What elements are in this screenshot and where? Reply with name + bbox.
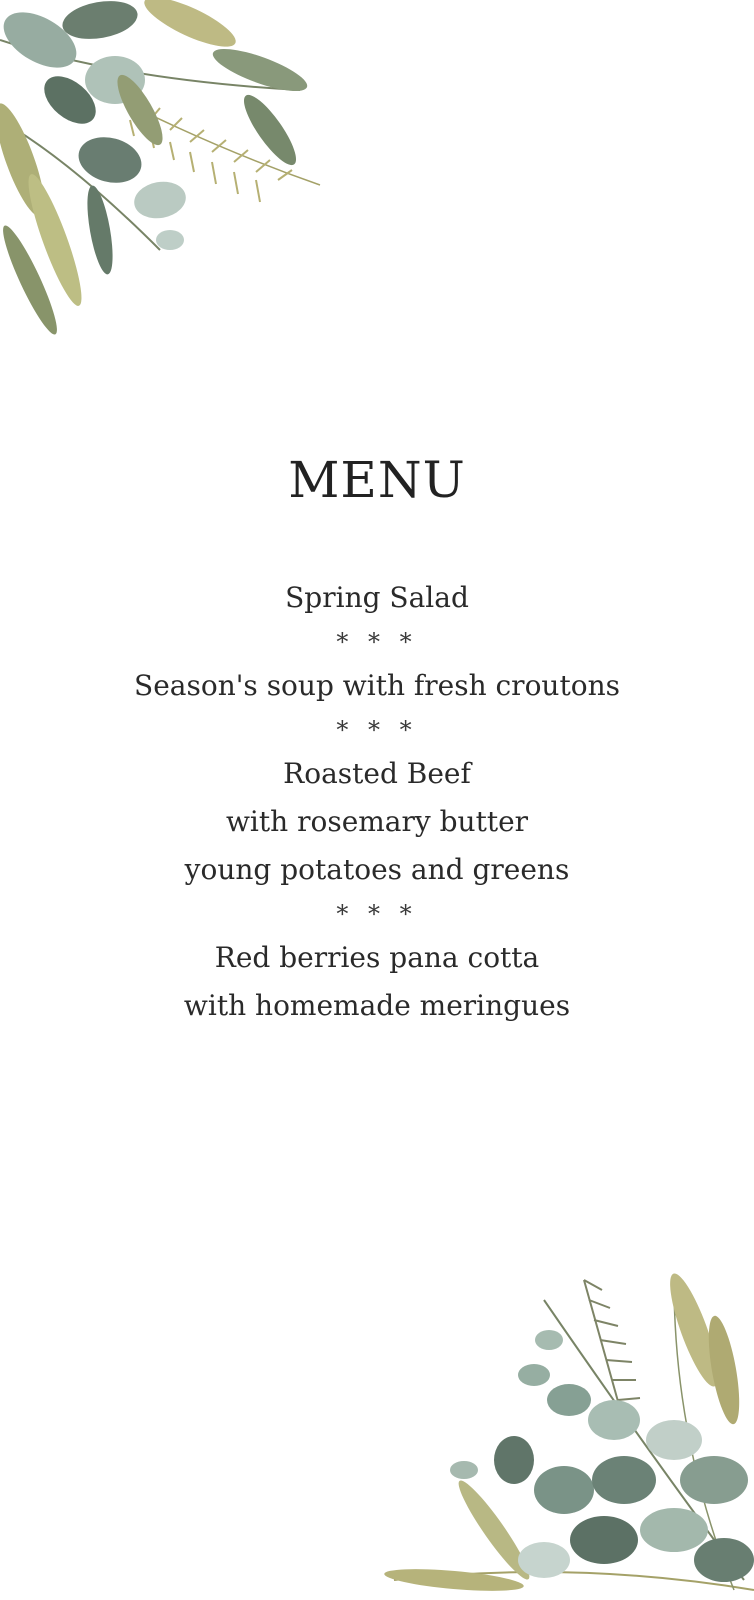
- course-line: Red berries pana cotta: [214, 941, 540, 974]
- course-line: Season's soup with fresh croutons: [134, 669, 620, 702]
- course-separator: * * *: [336, 716, 418, 744]
- course-dessert: [0, 934, 754, 1030]
- course-separator: * * *: [336, 628, 418, 656]
- course-line: with homemade meringues: [183, 989, 571, 1022]
- foliage-top-left-decoration: [0, 0, 340, 360]
- course-soup: [0, 662, 754, 710]
- course-separator: * * *: [336, 900, 418, 928]
- menu-courses: [0, 574, 754, 1030]
- menu-title: MENU: [288, 450, 466, 509]
- course-line: Spring Salad: [285, 581, 469, 614]
- course-spring-salad: [0, 574, 754, 622]
- course-line: Roasted Beef: [283, 757, 471, 790]
- course-line: young potatoes and greens: [184, 853, 570, 886]
- course-roasted-beef: [0, 750, 754, 894]
- course-line: with rosemary butter: [225, 805, 529, 838]
- foliage-bottom-right-decoration: [374, 1260, 754, 1600]
